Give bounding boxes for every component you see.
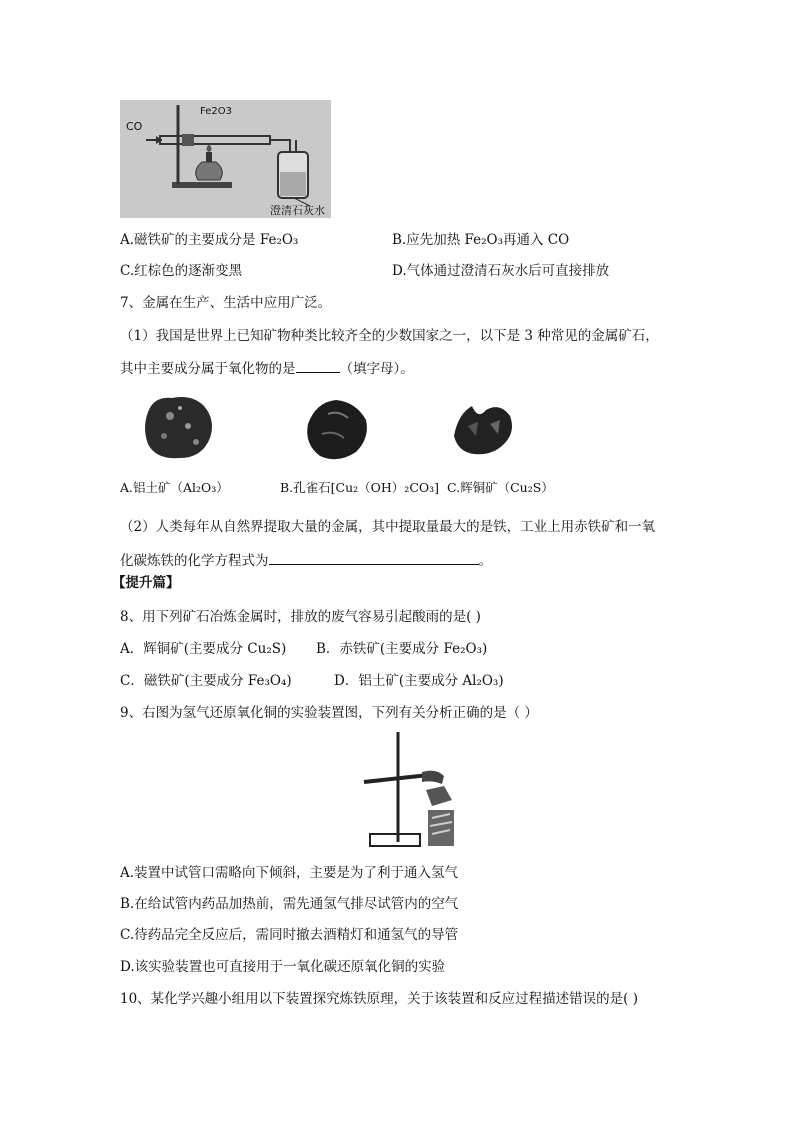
q7-part1-line2 xyxy=(120,358,414,378)
q7-part1-line2-text: 其中主要成分属于氧化物的是 xyxy=(120,361,296,377)
q8-stem: 8、用下列矿石冶炼金属时，排放的废气容易引起酸雨的是( ) xyxy=(120,609,481,625)
malachite-ore-image xyxy=(298,394,376,466)
q9-option-b: B.在给试管内药品加热前，需先通氢气排尽试管内的空气 xyxy=(120,896,459,912)
q8-option-a: A．辉铜矿(主要成分 Cu₂S) xyxy=(120,641,287,657)
section-title: 【提升篇】 xyxy=(112,575,180,591)
apparatus-drawing xyxy=(120,100,331,218)
ore-label-a: A.铝土矿（Al₂O₃） xyxy=(120,480,229,495)
q7-stem: 7、金属在生产、生活中应用广泛。 xyxy=(120,295,332,311)
q6-option-b: B.应先加热 Fe₂O₃再通入 CO xyxy=(392,232,570,248)
q9-option-d: D.该实验装置也可直接用于一氧化碳还原氧化铜的实验 xyxy=(120,959,446,975)
q7-part2-line2-suffix: 。 xyxy=(478,553,492,569)
q9-option-c: C.待药品完全反应后，需同时撤去酒精灯和通氢气的导管 xyxy=(120,927,459,943)
q7-part1-line1: （1）我国是世界上已知矿物种类比较齐全的少数国家之一，以下是 3 种常见的金属矿石， xyxy=(120,328,659,344)
hydrogen-reduction-apparatus-figure xyxy=(362,730,458,848)
q6-option-d: D.气体通过澄清石灰水后可直接排放 xyxy=(392,263,610,279)
q8-option-b: B．赤铁矿(主要成分 Fe₂O₃) xyxy=(316,641,488,657)
q9-option-a: A.装置中试管口需略向下倾斜，主要是为了利于通入氢气 xyxy=(120,865,459,881)
co-gas-label: CO xyxy=(126,120,143,133)
q7-part2-line2 xyxy=(120,550,492,570)
q7-answer-blank-2[interactable] xyxy=(269,550,479,565)
ore-label-b: B.孔雀石[Cu₂（OH）₂CO₃] xyxy=(280,480,440,495)
q6-option-a: A.磁铁矿的主要成分是 Fe₂O₃ xyxy=(120,232,299,248)
limewater-label: 澄清石灰水 xyxy=(270,204,325,217)
bauxite-ore-image xyxy=(140,392,218,464)
q9-stem: 9、右图为氢气还原氧化铜的实验装置图，下列有关分析正确的是（ ） xyxy=(120,705,538,721)
q7-answer-blank-1[interactable] xyxy=(296,358,340,373)
chalcocite-ore-image xyxy=(448,396,518,462)
q7-part2-line1: （2）人类每年从自然界提取大量的金属，其中提取量最大的是铁，工业上用赤铁矿和一氧 xyxy=(120,519,656,535)
fe2o3-label: Fe2O3 xyxy=(200,106,232,117)
q8-option-d: D．铝土矿(主要成分 Al₂O₃) xyxy=(334,673,504,689)
q6-option-c: C.红棕色的逐渐变黑 xyxy=(120,263,243,279)
q7-part2-line2-text: 化碳炼铁的化学方程式为 xyxy=(120,553,269,569)
q10-stem: 10、某化学兴趣小组用以下装置探究炼铁原理，关于该装置和反应过程描述错误的是( ) xyxy=(120,991,639,1007)
q7-part1-line2-suffix: （填字母）。 xyxy=(339,361,414,377)
q8-option-c: C．磁铁矿(主要成分 Fe₃O₄) xyxy=(120,673,292,689)
co-reduction-apparatus-figure xyxy=(120,100,331,218)
ore-label-c: C.辉铜矿（Cu₂S） xyxy=(447,480,554,495)
